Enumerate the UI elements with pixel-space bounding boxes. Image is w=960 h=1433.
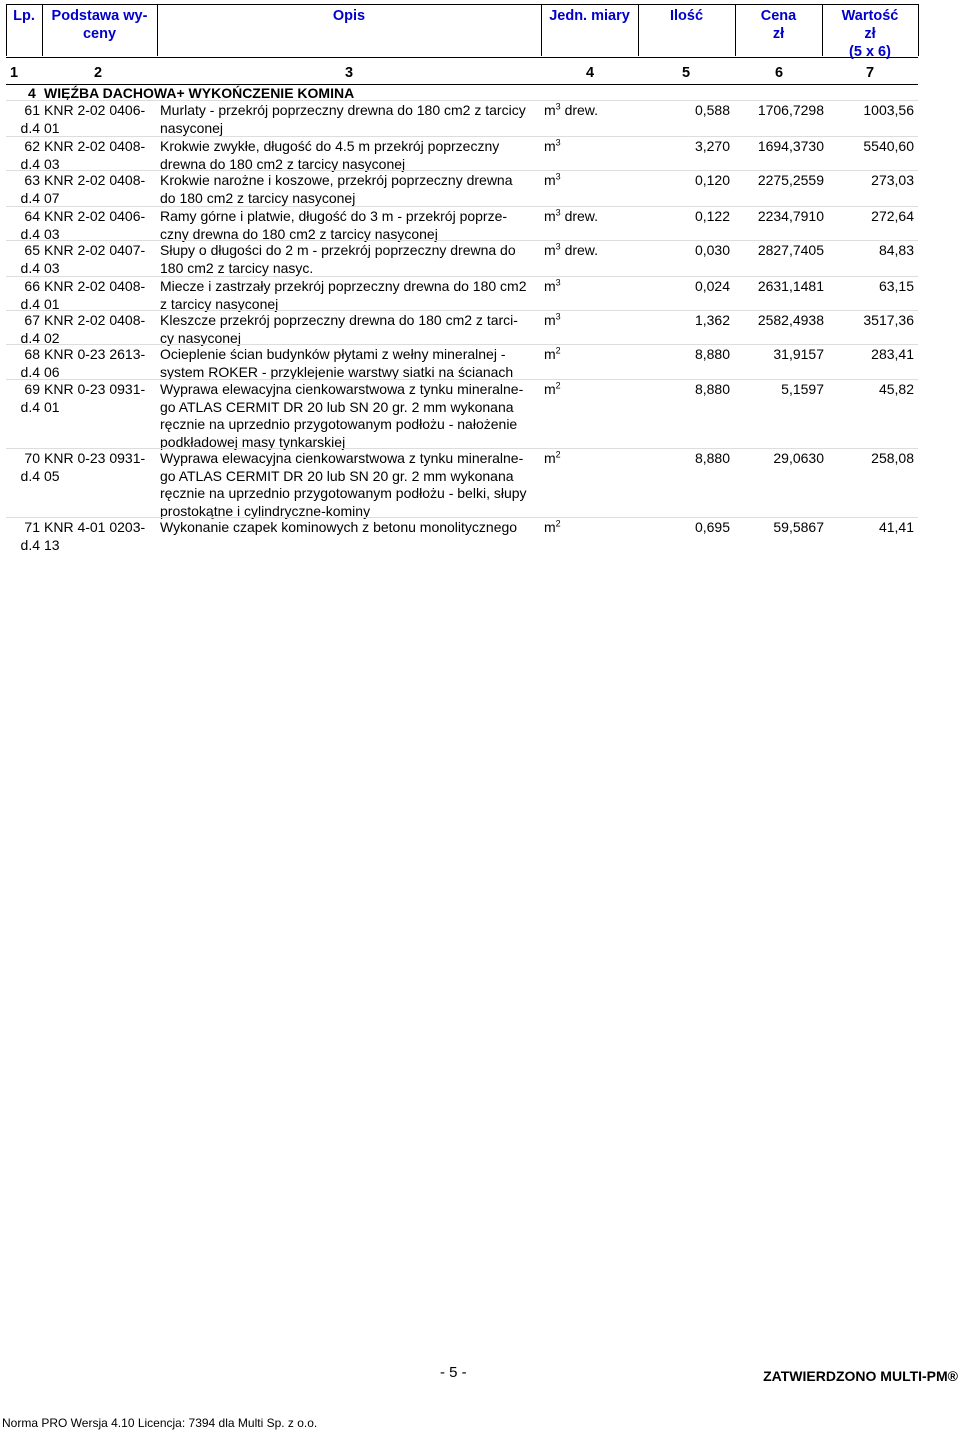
row-lp: 62 d.4 [20, 138, 40, 172]
row-knr: KNR 0-23 0931- 05 [44, 450, 146, 484]
row-separator [6, 517, 918, 518]
row-lp: 63 d.4 [20, 172, 40, 206]
approval-stamp: ZATWIERDZONO MULTI-PM® [763, 1368, 958, 1384]
row-opis: Słupy o długości do 2 m - przekrój poprzeczny drewna do 180 cm2 z tarcicy nasyc. [160, 242, 516, 276]
row-quantity: 3,270 [694, 138, 730, 154]
row-opis: Ramy górne i platwie, długość do 3 m - przekrój poprze- czny drewna do 180 cm2 z tarcicy nasyconej [160, 208, 508, 242]
header-divider [918, 4, 919, 56]
row-value: 63,15 [878, 278, 914, 294]
row-separator [6, 276, 918, 277]
row-knr: KNR 0-23 2613- 06 [44, 346, 146, 380]
row-quantity: 0,120 [694, 172, 730, 188]
row-lp: 69 d.4 [20, 381, 40, 415]
row-separator [6, 344, 918, 345]
row-separator [6, 240, 918, 241]
row-quantity: 0,024 [694, 278, 730, 294]
header-lp: Lp. [13, 8, 35, 24]
row-unit: $m^2$ [544, 449, 561, 466]
row-price: 5,1597 [781, 381, 824, 397]
section-lp: 4 [28, 85, 36, 101]
colnum: 3 [345, 65, 354, 81]
row-unit: $m^3$ drew. [544, 207, 599, 224]
row-quantity: 0,122 [694, 208, 730, 224]
row-price: 2275,2559 [757, 172, 824, 188]
row-separator [6, 448, 918, 449]
row-price: 2827,7405 [757, 242, 824, 258]
row-price: 1706,7298 [757, 102, 824, 118]
row-value: 84,83 [878, 242, 914, 258]
row-quantity: 1,362 [694, 312, 730, 328]
header-jedn: Jedn. miary [549, 8, 630, 24]
row-value: 41,41 [878, 519, 914, 535]
colnum: 2 [94, 65, 103, 81]
colnum: 4 [586, 65, 595, 81]
row-knr: KNR 2-02 0408- 02 [44, 312, 146, 346]
row-separator [6, 206, 918, 207]
row-unit: $m^2$ [544, 518, 561, 535]
row-quantity: 8,880 [694, 346, 730, 362]
row-price: 31,9157 [773, 346, 824, 362]
row-knr: KNR 2-02 0408- 07 [44, 172, 146, 206]
header-cena: Cena zł [760, 8, 797, 42]
row-lp: 67 d.4 [20, 312, 40, 346]
row-separator [6, 170, 918, 171]
row-knr: KNR 4-01 0203- 13 [44, 519, 146, 553]
row-unit: $m^2$ [544, 345, 561, 362]
row-unit: $m^3$ drew. [544, 101, 599, 118]
row-quantity: 0,588 [694, 102, 730, 118]
row-unit: $m^3$ [544, 171, 561, 188]
row-knr: KNR 2-02 0406- 01 [44, 102, 146, 136]
row-opis: Kleszcze przekrój poprzeczny drewna do 180 cm2 z tarci- cy nasyconej [160, 312, 518, 346]
row-separator [6, 100, 918, 101]
row-lp: 68 d.4 [20, 346, 40, 380]
row-opis: Krokwie zwykłe, długość do 4.5 m przekrój poprzeczny drewna do 180 cm2 z tarcicy nasyconej [160, 138, 500, 172]
row-value: 273,03 [871, 172, 914, 188]
row-unit: $m^3$ [544, 277, 561, 294]
page-number: - 5 - [440, 1364, 467, 1381]
row-quantity: 8,880 [694, 381, 730, 397]
row-knr: KNR 2-02 0407- 03 [44, 242, 146, 276]
row-separator [6, 310, 918, 311]
colnum: 6 [775, 65, 784, 81]
row-opis: Murlaty - przekrój poprzeczny drewna do 180 cm2 z tarcicy nasyconej [160, 102, 526, 136]
row-quantity: 0,030 [694, 242, 730, 258]
row-price: 2631,1481 [757, 278, 824, 294]
row-lp: 64 d.4 [20, 208, 40, 242]
row-unit: $m^3$ [544, 311, 561, 328]
row-lp: 71 d.4 [20, 519, 40, 553]
row-lp: 61 d.4 [20, 102, 40, 136]
row-opis: Ocieplenie ścian budynków płytami z wełny mineralnej - system ROKER - przyklejenie warstwy siatki na ścianach [160, 346, 514, 380]
software-license: Norma PRO Wersja 4.10 Licencja: 7394 dla Multi Sp. z o.o. [2, 1416, 318, 1430]
row-opis: Wyprawa elewacyjna cienkowarstwowa z tynku mineralne- go ATLAS CERMIT DR 20 lub SN 20 gr. 2 mm wykonana ręcznie na uprzednio przygotowanym podłożu - nałożenie podkładowej masy tynkarskiej [160, 381, 524, 450]
row-value: 5540,60 [863, 138, 914, 154]
row-knr: KNR 2-02 0408- 01 [44, 278, 146, 312]
row-unit: $m^2$ [544, 380, 561, 397]
header-podstawa: Podstawa wy- ceny [51, 8, 148, 42]
row-price: 1694,3730 [757, 138, 824, 154]
row-separator [6, 379, 918, 380]
colnum: 5 [682, 65, 691, 81]
row-knr: KNR 2-02 0408- 03 [44, 138, 146, 172]
row-opis: Krokwie narożne i koszowe, przekrój poprzeczny drewna do 180 cm2 z tarcicy nasyconej [160, 172, 513, 206]
row-value: 258,08 [871, 450, 914, 466]
row-opis: Wyprawa elewacyjna cienkowarstwowa z tynku mineralne- go ATLAS CERMIT DR 20 lub SN 20 gr. 2 mm wykonana ręcznie na uprzednio przygotowanym podłożu - belki, słupy prostokątne i cylindryczne-kominy [160, 450, 527, 519]
row-value: 3517,36 [863, 312, 914, 328]
row-quantity: 0,695 [694, 519, 730, 535]
row-value: 272,64 [871, 208, 914, 224]
row-lp: 70 d.4 [20, 450, 40, 484]
row-price: 2582,4938 [757, 312, 824, 328]
row-knr: KNR 2-02 0406- 03 [44, 208, 146, 242]
header-ilosc: Ilość [669, 8, 704, 24]
row-lp: 66 d.4 [20, 278, 40, 312]
colnum: 1 [10, 65, 19, 81]
row-value: 45,82 [878, 381, 914, 397]
row-unit: $m^3$ drew. [544, 241, 599, 258]
row-knr: KNR 0-23 0931- 01 [44, 381, 146, 415]
row-opis: Miecze i zastrzały przekrój poprzeczny drewna do 180 cm2 z tarcicy nasyconej [160, 278, 527, 312]
row-price: 59,5867 [773, 519, 824, 535]
row-price: 29,0630 [773, 450, 824, 466]
row-value: 1003,56 [863, 102, 914, 118]
colnum: 7 [866, 65, 875, 81]
row-lp: 65 d.4 [20, 242, 40, 276]
section-title: WIĘŹBA DACHOWA+ WYKOŃCZENIE KOMINA [44, 85, 355, 101]
row-opis: Wykonanie czapek kominowych z betonu monolitycznego [160, 519, 518, 535]
row-separator [6, 136, 918, 137]
header-opis: Opis [332, 8, 366, 24]
header-wartosc: Wartość zł (5 x 6) [841, 8, 899, 60]
row-quantity: 8,880 [694, 450, 730, 466]
row-price: 2234,7910 [757, 208, 824, 224]
row-value: 283,41 [871, 346, 914, 362]
row-unit: $m^3$ [544, 137, 561, 154]
